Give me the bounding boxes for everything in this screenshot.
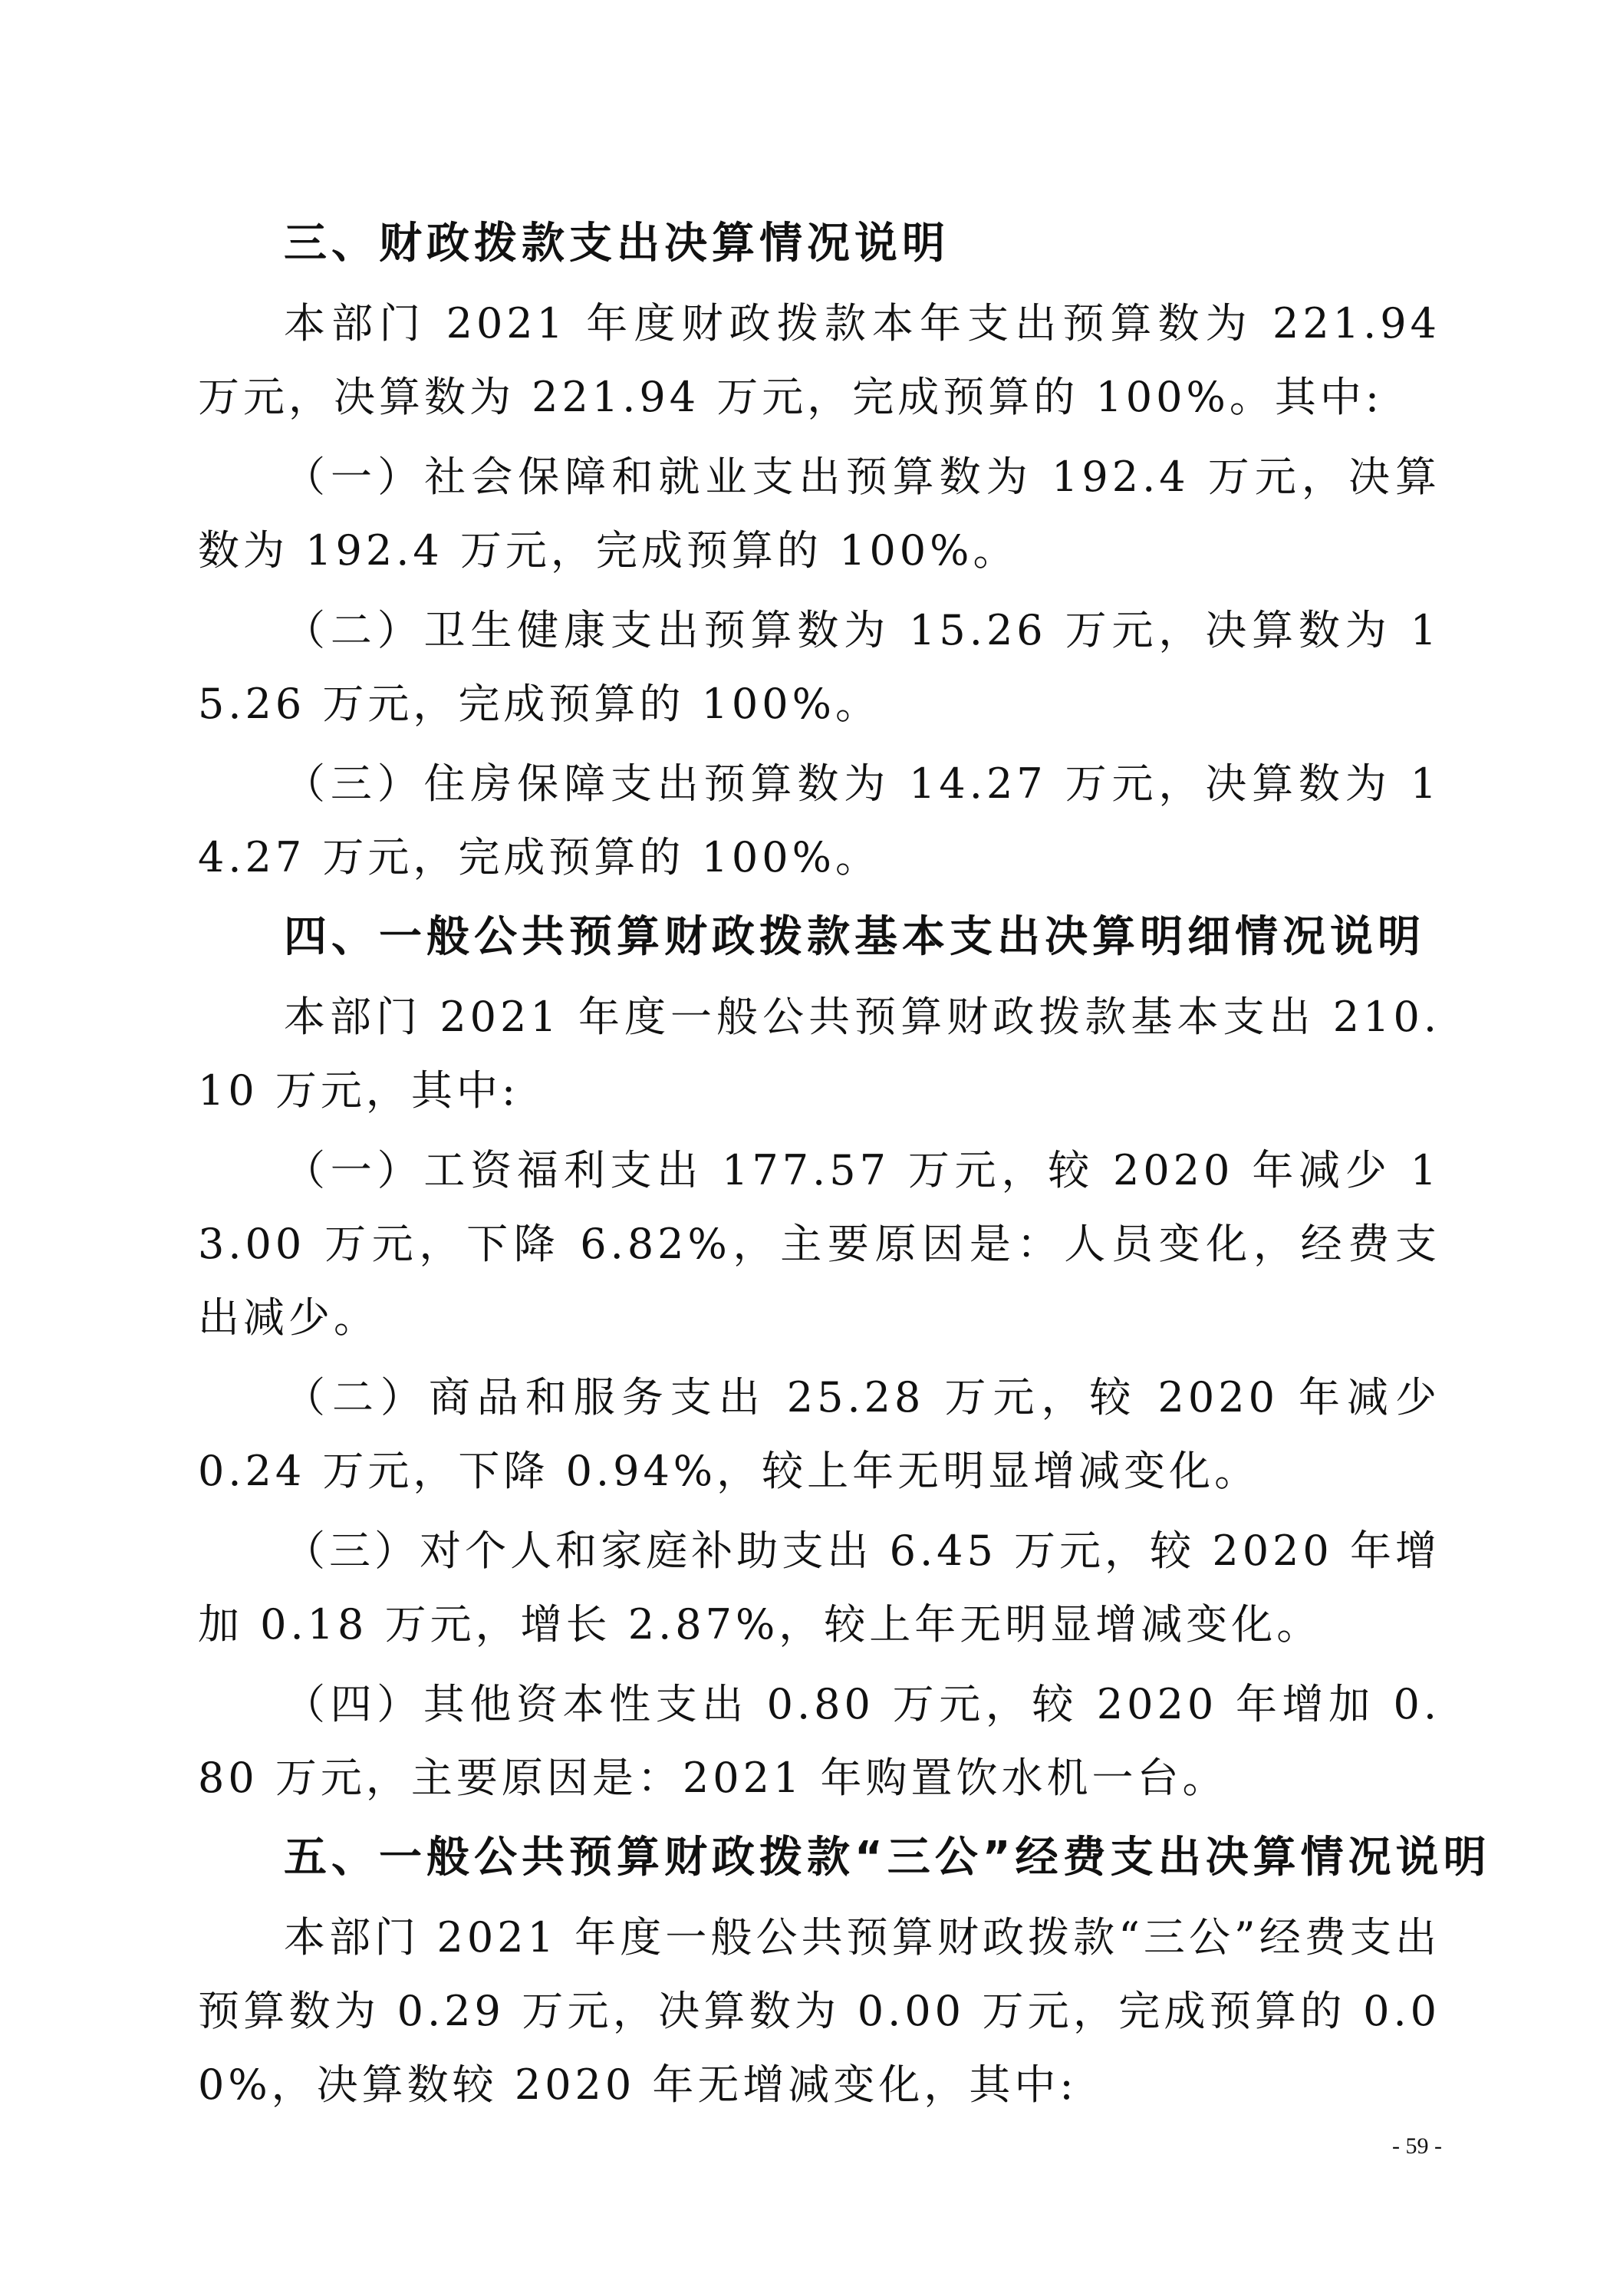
paragraph-goods-services: （二）商品和服务支出 25.28 万元，较 2020 年减少 0.24 万元，下降 0.94%，较上年无明显增减变化。 <box>198 1373 1440 1495</box>
section-heading-basic-expenditure: 四、一般公共预算财政拨款基本支出决算明细情况说明 <box>284 912 1425 962</box>
paragraph-individual-subsidy: （三）对个人和家庭补助支出 6.45 万元，较 2020 年增加 0.18 万元，增长 2.87%，较上年无明显增减变化。 <box>198 1527 1440 1649</box>
paragraph-basic-summary: 本部门 2021 年度一般公共预算财政拨款基本支出 210.10 万元，其中: <box>198 993 1440 1115</box>
section-heading-fiscal-expenditure: 三、财政拨款支出决算情况说明 <box>284 219 950 268</box>
section-heading-three-public: 五、一般公共预算财政拨款“三公”经费支出决算情况说明 <box>284 1833 1491 1883</box>
paragraph-social-security: （一）社会保障和就业支出预算数为 192.4 万元，决算数为 192.4 万元，完成预算的 100%。 <box>198 453 1440 575</box>
paragraph-fiscal-summary: 本部门 2021 年度财政拨款本年支出预算数为 221.94 万元，决算数为 221.94 万元，完成预算的 100%。其中: <box>198 299 1440 421</box>
paragraph-health: （二）卫生健康支出预算数为 15.26 万元，决算数为 15.26 万元，完成预算的 100%。 <box>198 606 1440 728</box>
paragraph-capital-expenditure: （四）其他资本性支出 0.80 万元，较 2020 年增加 0.80 万元，主要原因是：2021 年购置饮水机一台。 <box>198 1680 1440 1802</box>
paragraph-salary-welfare: （一）工资福利支出 177.57 万元，较 2020 年减少 13.00 万元，下降 6.82%，主要原因是：人员变化，经费支出减少。 <box>198 1146 1440 1342</box>
page-number: - 59 - <box>1392 2133 1442 2159</box>
paragraph-housing: （三）住房保障支出预算数为 14.27 万元，决算数为 14.27 万元，完成预算的 100%。 <box>198 759 1440 881</box>
paragraph-three-public-summary: 本部门 2021 年度一般公共预算财政拨款“三公”经费支出预算数为 0.29 万元，决算数为 0.00 万元，完成预算的 0.00%，决算数较 2020 年无增减变化，其中: <box>198 1913 1440 2109</box>
document-body <box>198 207 1491 2128</box>
